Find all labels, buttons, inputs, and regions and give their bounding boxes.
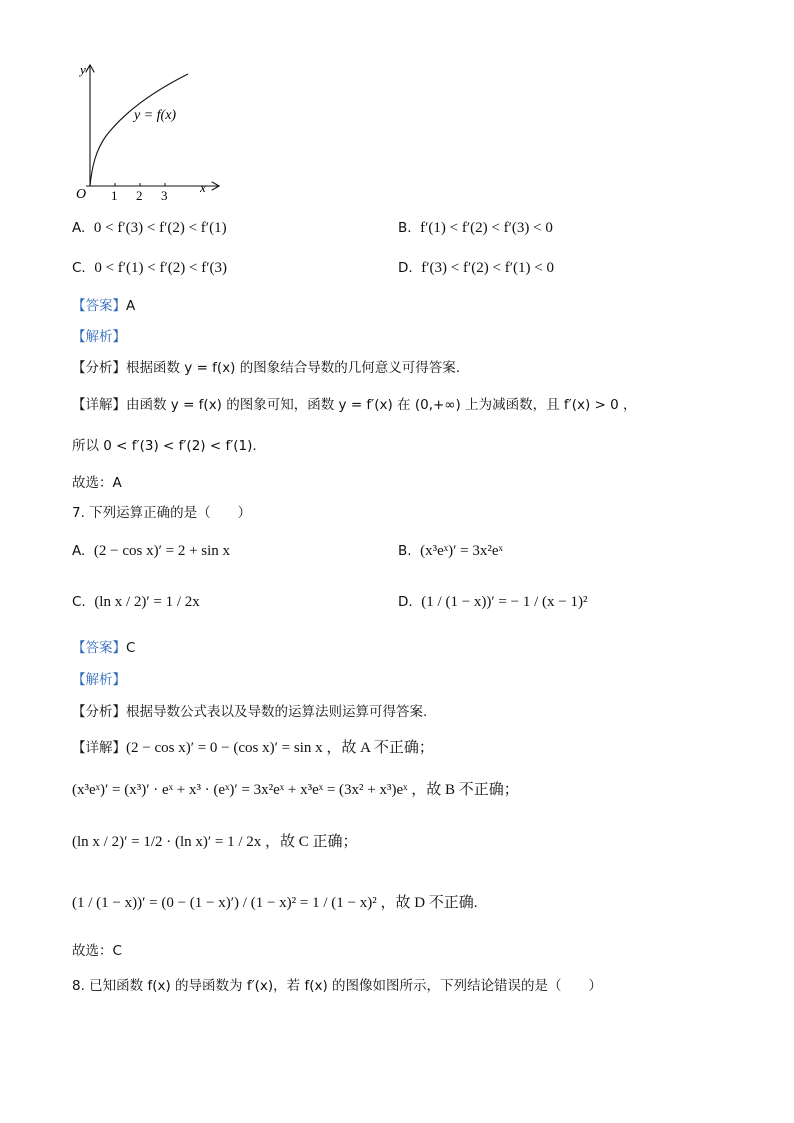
q7-option-d: D. (1 / (1 − x))′ = − 1 / (x − 1)² bbox=[398, 594, 588, 610]
q6-jiexi: 【解析】 bbox=[72, 329, 126, 345]
q7-xiangjie-line-4: (1 / (1 − x))′ = (0 − (1 − x)′) / (1 − x)² = 1 / (1 − x)² ，故 D 不正确. bbox=[72, 895, 478, 911]
q6-option-c: C. 0 < f′(1) < f′(2) < f′(3) bbox=[72, 260, 227, 276]
y-axis-label: y bbox=[80, 62, 86, 77]
q6-xiangjie-line-1: 【详解】由函数 y = f(x) 的图象可知，函数 y = f′(x) 在 (0,+∞) 上为减函数，且 f′(x) > 0 ， bbox=[72, 397, 637, 413]
q6-option-d: D. f′(3) < f′(2) < f′(1) < 0 bbox=[398, 260, 554, 276]
q6-fenxi: 【分析】根据函数 y = f(x) 的图象结合导数的几何意义可得答案. bbox=[72, 360, 461, 376]
q7-xiangjie-line-1: 【详解】(2 − cos x)′ = 0 − (cos x)′ = sin x ，故 A 不正确； bbox=[72, 740, 434, 756]
tick-label-3: 3 bbox=[161, 188, 168, 203]
x-axis-label: x bbox=[200, 180, 206, 195]
q6-option-a: A. 0 < f′(3) < f′(2) < f′(1) bbox=[72, 220, 227, 236]
curve-label: y = f(x) bbox=[134, 108, 177, 123]
q6-xiangjie-line-2: 所以 0 < f′(3) < f′(2) < f′(1). bbox=[72, 438, 257, 454]
q6-option-b: B. f′(1) < f′(2) < f′(3) < 0 bbox=[398, 220, 553, 236]
q6-select: 故选：A bbox=[72, 475, 122, 491]
q7-stem: 7. 下列运算正确的是（ ） bbox=[72, 505, 252, 521]
q7-jiexi: 【解析】 bbox=[72, 672, 126, 688]
tick-label-2: 2 bbox=[136, 188, 143, 203]
function-graph bbox=[66, 58, 226, 203]
tick-label-1: 1 bbox=[111, 188, 118, 203]
q7-xiangjie-line-3: (ln x / 2)′ = 1/2 · (ln x)′ = 1 / 2x ，故 C 正确； bbox=[72, 834, 358, 850]
origin-label: O bbox=[76, 187, 87, 202]
q7-select: 故选：C bbox=[72, 943, 122, 959]
q7-option-c: C. (ln x / 2)′ = 1 / 2x bbox=[72, 594, 200, 610]
q7-xiangjie-line-2: (x³eˣ)′ = (x³)′ · eˣ + x³ · (eˣ)′ = 3x²eˣ + x³eˣ = (3x² + x³)eˣ ，故 B 不正确； bbox=[72, 782, 519, 798]
q6-answer: 【答案】A bbox=[72, 298, 136, 314]
q7-option-b: B. (x³eˣ)′ = 3x²eˣ bbox=[398, 543, 503, 559]
q7-fenxi: 【分析】根据导数公式表以及导数的运算法则运算可得答案. bbox=[72, 704, 428, 720]
q7-answer: 【答案】C bbox=[72, 640, 136, 656]
q8-stem: 8. 已知函数 f(x) 的导函数为 f′(x)，若 f(x) 的图像如图所示，下列结论错误的是（ ） bbox=[72, 978, 603, 994]
q7-option-a: A. (2 − cos x)′ = 2 + sin x bbox=[72, 543, 231, 559]
curve bbox=[90, 74, 188, 186]
